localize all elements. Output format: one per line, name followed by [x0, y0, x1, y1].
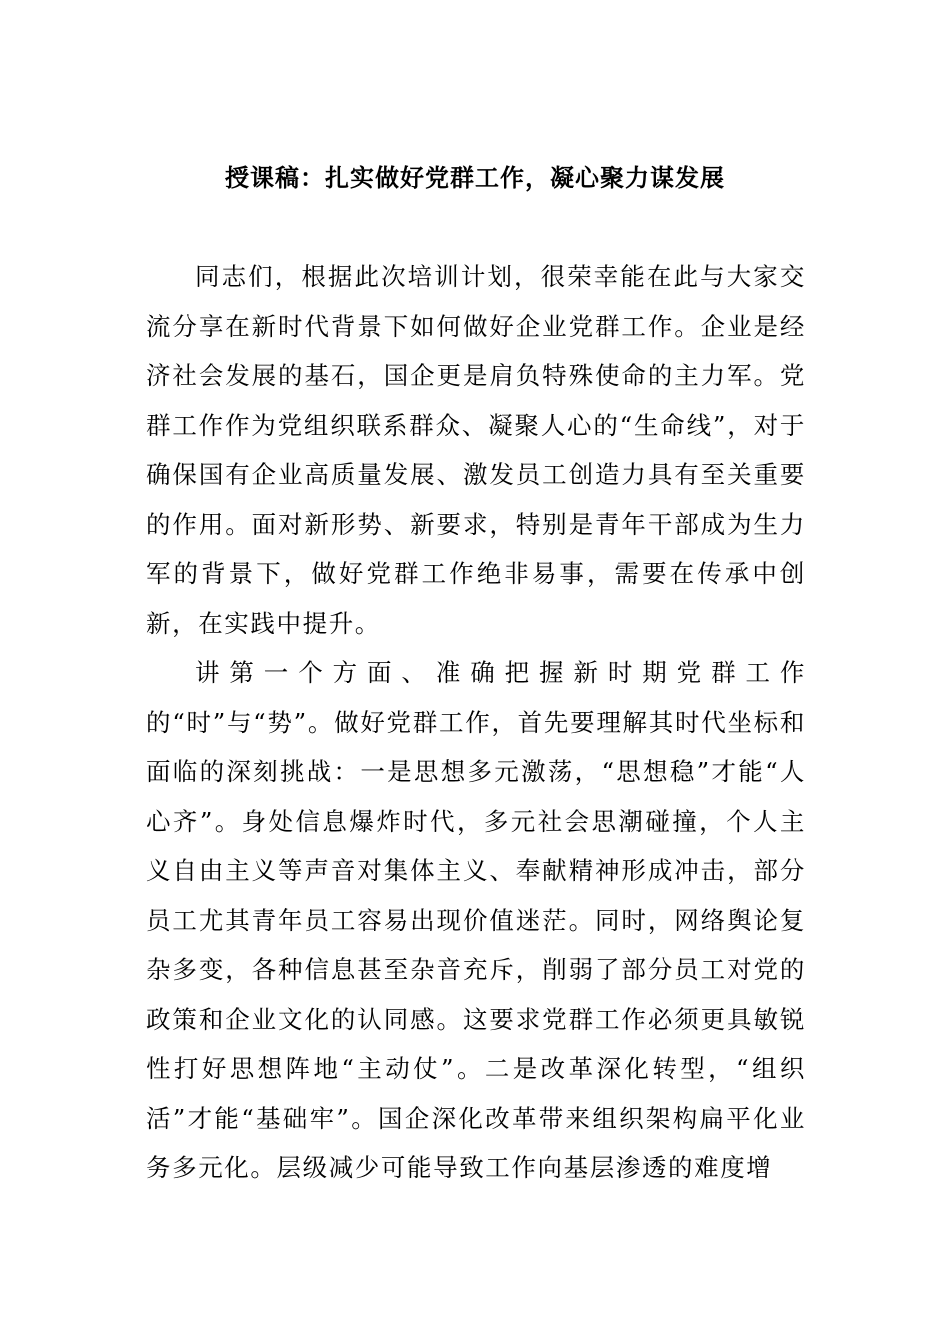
paragraph-section-one: 讲第一个方面、准确把握新时期党群工作的“时”与“势”。做好党群工作，首先要理解其时代坐标和面临的深刻挑战：一是思想多元激荡，“思想稳”才能“人心齐”。身处信息爆炸时代，多元社会思潮碰撞，个人主义自由主义等声音对集体主义、奉献精神形成冲击，部分员工尤其青年员工容易出现价值迷茫。同时，网络舆论复杂多变，各种信息甚至杂音充斥，削弱了部分员工对党的政策和企业文化的认同感。这要求党群工作必须更具敏锐性打好思想阵地“主动仗”。二是改革深化转型，“组织活”才能“基础牢”。国企深化改革带来组织架构扁平化业务多元化。层级减少可能导致工作向基层渗透的难度增 [146, 658, 806, 1182]
document-body [146, 252, 806, 1193]
document-title: 授课稿：扎实做好党群工作，凝心聚力谋发展 [225, 163, 725, 192]
paragraph-intro: 同志们，根据此次培训计划，很荣幸能在此与大家交流分享在新时代背景下如何做好企业党群工作。企业是经济社会发展的基石，国企更是肩负特殊使命的主力军。党群工作作为党组织联系群众、凝聚人心的“生命线”，对于确保国有企业高质量发展、激发员工创造力具有至关重要的作用。面对新形势、新要求，特别是青年干部成为生力军的背景下，做好党群工作绝非易事，需要在传承中创新，在实践中提升。 [146, 262, 806, 638]
